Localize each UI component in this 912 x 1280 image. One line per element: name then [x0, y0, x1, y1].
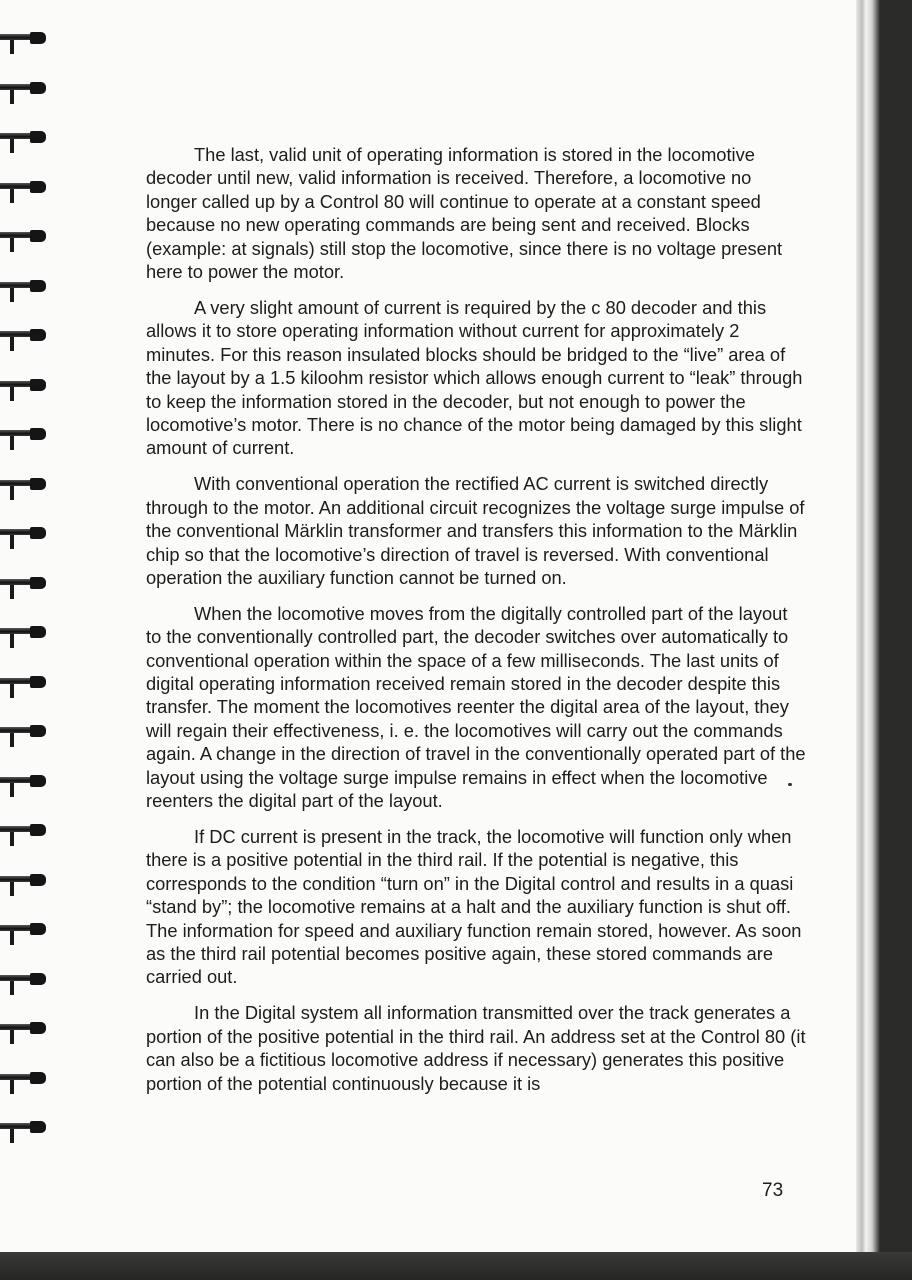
paragraph-2: A very slight amount of current is required by the c 80 decoder and this allows it to store operating information without current for approximately 2 minutes. For this reason insulated blocks should be bridged to the “live” area of the layout by a 1.5 kiloohm resistor which allows enough current to “leak” through to keep the information stored in the decoder, but not enough to power the locomotive’s motor. There is no chance of the motor being damaged by this slight amount of current.	[146, 296, 803, 459]
body-text	[146, 143, 806, 1107]
spiral-binding	[0, 0, 56, 1252]
binding-ring	[0, 82, 48, 92]
paragraph-1: The last, valid unit of operating information is stored in the locomotive decoder until new, valid information is received. Therefore, a locomotive no longer called up by a Control 80 will continue to operate at a constant speed because no new operating commands are being sent and received. Blocks (example: at signals) still stop the locomotive, since there is no voltage present here to power the motor.	[146, 144, 783, 283]
binding-ring	[0, 725, 48, 735]
background-shadow	[0, 1252, 912, 1280]
binding-ring	[0, 329, 48, 339]
binding-ring	[0, 874, 48, 884]
ink-speck	[788, 783, 792, 786]
binding-ring	[0, 1022, 48, 1032]
binding-ring	[0, 923, 48, 933]
paragraph-3: With conventional operation the rectified AC current is switched directly through to the motor. An additional circuit recognizes the voltage surge impulse of the conventional Märklin transformer and transfers this information to the Märklin chip so that the locomotive’s direction of travel is reversed. With conventional operation the auxiliary function cannot be turned on.	[146, 473, 805, 588]
binding-ring	[0, 973, 48, 983]
binding-ring	[0, 527, 48, 537]
binding-ring	[0, 775, 48, 785]
page-stack-edge	[856, 0, 884, 1252]
binding-ring	[0, 428, 48, 438]
page-number: 73	[762, 1180, 784, 1201]
binding-ring	[0, 181, 48, 191]
paragraph-5: If DC current is present in the track, the locomotive will function only when there is a positive potential in the third rail. If the potential is negative, this corresponds to the condition “turn on” in the Digital control and results in a quasi “stand by”; the locomotive remains at a halt and the auxiliary function is shut off. The information for speed and auxiliary function remain stored, however. As soon as the third rail potential becomes positive again, these stored commands are carried out.	[146, 825, 802, 988]
binding-ring	[0, 230, 48, 240]
paragraph-4: When the locomotive moves from the digitally controlled part of the layout to the conventionally controlled part, the decoder switches over automatically to conventional operation within the space of a few milliseconds. The last units of digital operating information received remain stored in the decoder despite this transfer. The moment the locomotives reenter the digital area of the layout, they will regain their effectiveness, i. e. the locomotives will carry out the commands again. A change in the direction of travel in the conventionally operated part of the layout using the voltage surge impulse remains in effect when the locomotive reenters the digital part of the layout.	[146, 602, 806, 812]
binding-ring	[0, 1121, 48, 1131]
binding-ring	[0, 577, 48, 587]
binding-ring	[0, 280, 48, 290]
binding-ring	[0, 824, 48, 834]
binding-ring	[0, 379, 48, 389]
binding-ring	[0, 131, 48, 141]
binding-ring	[0, 676, 48, 686]
binding-ring	[0, 32, 48, 42]
paragraph-6: In the Digital system all information transmitted over the track generates a portion of the positive potential in the third rail. An address set at the Control 80 (it can also be a fictitious locomotive address if necessary) generates this positive portion of the potential continuously because it is	[146, 1002, 806, 1094]
binding-ring	[0, 626, 48, 636]
binding-ring	[0, 1072, 48, 1082]
binding-ring	[0, 478, 48, 488]
